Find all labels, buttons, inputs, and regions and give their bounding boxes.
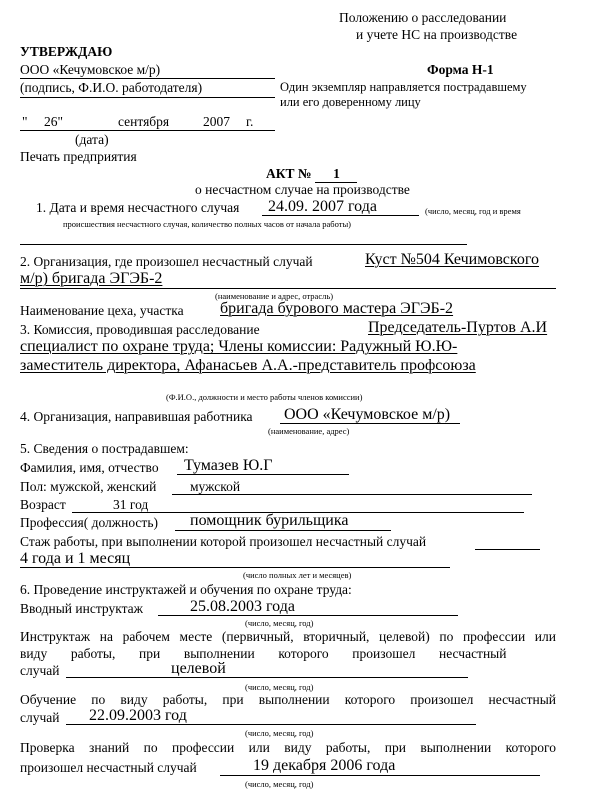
act-title <box>266 166 357 183</box>
item6-label: 6. Проведение инструктажей и обучения по охране труда: <box>20 582 352 597</box>
exp-underline-tail <box>475 549 540 550</box>
item1-underline <box>262 215 419 216</box>
signature-underline <box>20 97 275 98</box>
act-number: 1 <box>315 166 357 183</box>
exp-label: Стаж работы, при выполнении которой произошел несчастный случай <box>20 534 427 549</box>
form-name: Форма Н-1 <box>427 62 494 77</box>
fio-label: Фамилия, имя, отчество <box>20 460 159 475</box>
intro-underline <box>158 615 458 616</box>
approval-org: ООО «Кечумовское м/р) <box>20 62 161 77</box>
dept-value: бригада бурового мастера ЭГЭБ-2 <box>220 300 454 317</box>
date-day: 26" <box>44 114 64 129</box>
train-line-1: Обучение по виду работы, при выполнении которого произошел несчастный <box>20 692 556 707</box>
item3-value-1: Председатель-Пуртов А.И <box>368 319 548 336</box>
age-value: 31 год <box>113 497 149 512</box>
work-line-2: виду работы, при выполнении которого произошел несчастный <box>20 646 507 661</box>
signature-hint: (подпись, Ф.И.О. работодателя) <box>20 80 203 95</box>
item5-label: 5. Сведения о пострадавшем: <box>20 441 189 456</box>
intro-value: 25.08.2003 года <box>190 598 295 615</box>
check-hint: (число, месяц, год) <box>245 779 314 789</box>
item4-underline <box>280 423 460 424</box>
work-line-3-label: случай <box>20 663 60 678</box>
item4-value: ООО «Кечумовское м/р) <box>284 406 451 423</box>
item1-hint-1: (число, месяц, год и время <box>425 206 521 216</box>
train-line-2-label: случай <box>20 710 60 725</box>
item2-value-2 <box>20 270 162 288</box>
item2-label: 2. Организация, где произошел несчастный случай <box>20 254 313 269</box>
check-line-1: Проверка знаний по профессии или виду работы, при выполнении которого <box>20 740 556 755</box>
date-underline <box>20 130 275 131</box>
seal-label: Печать предприятия <box>20 149 137 164</box>
act-subtitle: о несчастном случае на производстве <box>195 182 410 197</box>
sex-value: мужской <box>190 479 241 494</box>
sex-label: Пол: мужской, женский <box>20 479 157 494</box>
dept-label: Наименование цеха, участка <box>20 303 184 318</box>
item3-label: 3. Комиссия, проводившая расследование <box>20 322 260 337</box>
form-note-line-1: Один экземпляр направляется пострадавшему <box>280 80 527 94</box>
item3-value-2: специалист по охране труда; Члены комиссии: Радужный Ю.Ю- <box>20 338 458 355</box>
item4-label: 4. Организация, направившая работника <box>20 409 253 424</box>
work-hint: (число, месяц, год) <box>245 682 314 692</box>
date-hint: (дата) <box>75 132 109 147</box>
regulation-line-2: и учете НС на производстве <box>356 27 518 42</box>
fio-underline <box>177 474 349 475</box>
date-open-quote: " <box>22 114 28 129</box>
item2-underline <box>20 288 556 289</box>
work-value: целевой <box>171 660 226 677</box>
form-note-line-2: или его доверенному лицу <box>280 95 421 109</box>
item1-value: 24.09. 2007 года <box>268 198 377 215</box>
item1-hint-2: происшествия несчастного случая, количество полных часов от начала работы) <box>63 219 352 229</box>
exp-underline <box>20 567 450 568</box>
prof-label: Профессия( должность) <box>20 515 158 530</box>
date-year: 2007 <box>203 114 230 129</box>
train-hint: (число, месяц, год) <box>245 728 314 738</box>
item4-hint: (наименование, адрес) <box>268 426 350 436</box>
item3-hint: (Ф.И.О., должности и место работы членов комиссии) <box>166 392 363 402</box>
regulation-line-1: Положению о расследовании <box>339 10 507 25</box>
item3-value-3: заместитель директора, Афанасьев А.А.-представитель профсоюза <box>20 357 476 374</box>
train-value: 22.09.2003 год <box>89 707 187 724</box>
work-underline <box>66 677 468 678</box>
check-value: 19 декабря 2006 года <box>253 757 396 774</box>
approval-title: УТВЕРЖДАЮ <box>20 44 113 59</box>
date-year-suffix: г. <box>246 114 254 129</box>
item2-value-2-text: м/р) бригада ЭГЭБ-2 <box>20 270 163 287</box>
prof-underline <box>175 530 391 531</box>
item1-blank-line <box>20 244 467 245</box>
train-underline <box>66 724 476 725</box>
work-line-1: Инструктаж на рабочем месте (первичный, вторичный, целевой) по профессии или <box>20 629 556 644</box>
exp-hint: (число полных лет и месяцев) <box>243 570 352 580</box>
item2-value-1: Куст №504 Кечимовского <box>365 251 540 268</box>
fio-value: Тумазев Ю.Г <box>184 457 273 474</box>
check-underline <box>220 775 540 776</box>
item2-hint: (наименование и адрес, отрасль) <box>215 291 334 301</box>
prof-value: помощник бурильщика <box>190 512 349 529</box>
act-title-label: АКТ № <box>266 166 312 181</box>
sex-underline <box>172 494 532 495</box>
exp-value: 4 года и 1 месяц <box>20 550 131 567</box>
date-month: сентября <box>118 114 170 129</box>
item1-label: 1. Дата и время несчастного случая <box>36 200 240 215</box>
approval-org-underline <box>20 78 275 79</box>
age-label: Возраст <box>20 497 66 512</box>
intro-hint: (число, месяц, год) <box>245 618 314 628</box>
intro-label: Вводный инструктаж <box>20 601 144 616</box>
check-line-2-label: произошел несчастный случай <box>20 760 197 775</box>
